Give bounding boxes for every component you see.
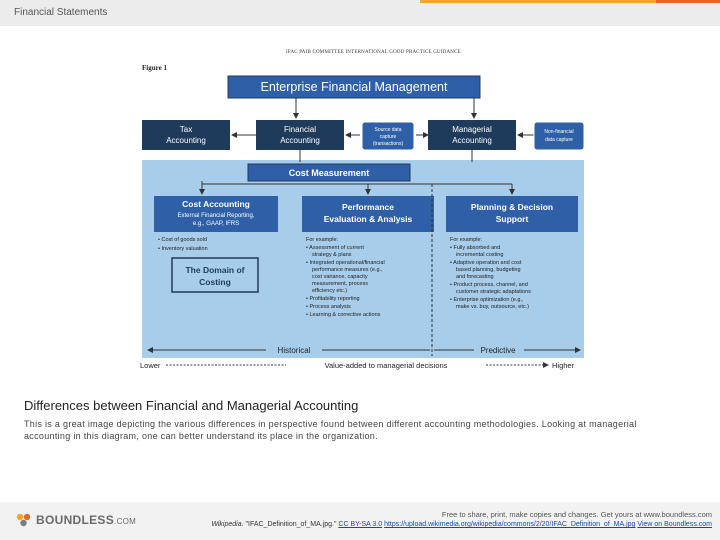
svg-text:strategy & plans: strategy & plans [312, 252, 352, 258]
svg-text:efficiency etc.): efficiency etc.) [312, 288, 348, 294]
logo-text: BOUNDLESS [36, 513, 115, 527]
svg-text:based planning, budgeting: based planning, budgeting [456, 267, 521, 273]
page-title: Financial Statements [14, 7, 108, 18]
domain-label-2: Costing [199, 277, 231, 287]
performance-title-1: Performance [342, 202, 394, 212]
top-bar [0, 0, 720, 26]
svg-text:make vs. buy, outsource, etc.): make vs. buy, outsource, etc.) [456, 304, 529, 310]
domain-label-1: The Domain of [185, 265, 245, 275]
cost-accounting-sub-2: e.g., GAAP, IFRS [192, 221, 240, 227]
attrib-source: Wikipedia [211, 521, 242, 528]
tax-label-1: Tax [179, 125, 193, 134]
title-text: Enterprise Financial Management [260, 80, 448, 94]
performance-intro: For example: [306, 237, 339, 243]
svg-text:• Integrated operational/finan: • Integrated operational/financial [306, 260, 385, 266]
predictive-label: Predictive [480, 346, 516, 355]
managerial-label-2: Accounting [452, 136, 492, 145]
attribution [211, 521, 712, 528]
financial-label-1: Financial [283, 125, 317, 134]
cost-accounting-sub-1: External Financial Reporting, [177, 213, 255, 219]
svg-text:measurement, process: measurement, process [312, 281, 368, 287]
historical-label: Historical [277, 346, 311, 355]
svg-text:• Adaptive operation and cost: • Adaptive operation and cost [450, 260, 522, 266]
svg-text:• Learning & corrective action: • Learning & corrective actions [306, 312, 381, 318]
svg-text:customer strategic adaptations: customer strategic adaptations [456, 289, 531, 295]
lower-label: Lower [140, 361, 161, 370]
planning-title-2: Support [495, 214, 529, 224]
tax-label-2: Accounting [166, 136, 206, 145]
svg-text:incremental costing: incremental costing [456, 252, 504, 258]
logo-suffix: .COM [114, 517, 137, 526]
financial-label-2: Accounting [280, 136, 320, 145]
boundless-logo[interactable] [16, 513, 136, 527]
cost-accounting-title: Cost Accounting [182, 199, 250, 209]
description: This is a great image depicting the various differences in perspective found between different accounting methodologies. Looking at managerial accounting in this diagram, one can better understand its place in the organization. [24, 419, 637, 441]
svg-text:cost variance, capacity: cost variance, capacity [312, 274, 368, 280]
source-label-3: (transactions) [372, 141, 404, 147]
svg-text:performance measures (e.g.,: performance measures (e.g., [312, 267, 383, 273]
figure-header-note: IFAC PAIB COMMITTEE INTERNATIONAL GOOD PRACTICE GUIDANCE [286, 50, 461, 55]
cost-bullet-1: • Cost of goods sold [158, 237, 208, 243]
attrib-file: . "IFAC_Definition_of_MA.jpg." [241, 521, 339, 528]
managerial-label-1: Managerial [452, 125, 492, 134]
cost-measurement-label: Cost Measurement [288, 168, 370, 178]
svg-text:• Assessment of current: • Assessment of current [306, 245, 364, 251]
free-share-text: Free to share, print, make copies and changes. Get yours at www.boundless.com [441, 510, 712, 519]
svg-text:• Fully absorbed and: • Fully absorbed and [450, 245, 501, 251]
performance-title-2: Evaluation & Analysis [323, 214, 413, 224]
nonfinancial-label-1: Non-financial [544, 129, 574, 135]
planning-title-1: Planning & Decision [470, 202, 554, 212]
source-url-link[interactable]: https://upload.wikimedia.org/wikipedia/commons/2/20/IFAC_Definition_of_MA.jpg [384, 521, 636, 528]
view-on-boundless-link[interactable]: View on Boundless.com [637, 521, 712, 528]
accounting-diagram [136, 44, 590, 374]
planning-intro: For example: [450, 237, 483, 243]
svg-text:• Process analysis: • Process analysis [306, 304, 351, 310]
svg-text:• Product process, channel, an: • Product process, channel, and [450, 282, 528, 288]
figure-label: Figure 1 [142, 64, 167, 72]
license-link[interactable]: CC BY-SA 3.0 [338, 521, 383, 528]
caption: Differences between Financial and Managerial Accounting [24, 398, 359, 413]
boundless-logo-icon [16, 513, 32, 527]
value-added-label: Value-added to managerial decisions [324, 361, 448, 370]
svg-text:• Enterprise optimization (e.g: • Enterprise optimization (e.g., [450, 297, 524, 303]
diagram-figure [136, 44, 590, 374]
cost-bullet-2: • Inventory valuation [158, 246, 208, 252]
nonfinancial-box [534, 122, 584, 150]
top-accent-secondary [656, 0, 720, 3]
svg-text:• Profitability reporting: • Profitability reporting [306, 296, 360, 302]
source-label-2: capture [379, 134, 397, 140]
nonfinancial-label-2: data capture [545, 137, 573, 143]
source-label-1: Source data [374, 127, 402, 133]
higher-label: Higher [552, 361, 575, 370]
svg-text:and forecasting: and forecasting [456, 274, 494, 280]
